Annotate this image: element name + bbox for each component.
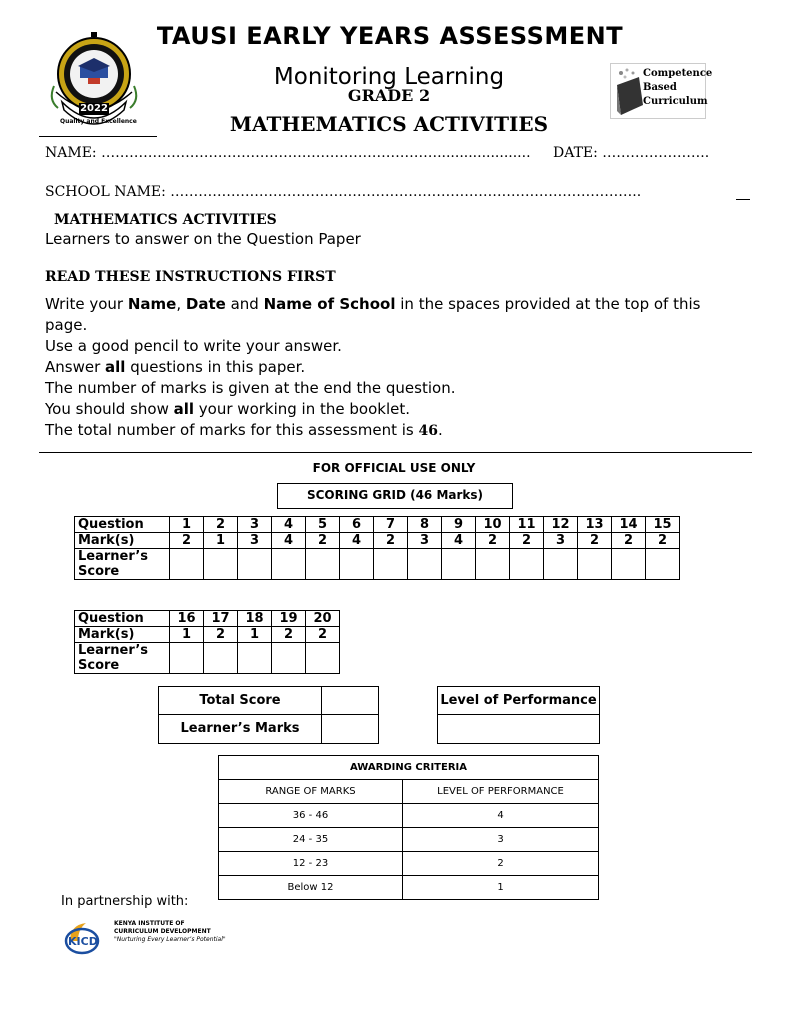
score-cell[interactable] bbox=[272, 549, 306, 580]
mark-value: 2 bbox=[170, 533, 204, 549]
instructions-heading: READ THESE INSTRUCTIONS FIRST bbox=[45, 269, 336, 285]
table-row bbox=[75, 643, 340, 674]
school-name-field[interactable]: SCHOOL NAME: ……………………………………………………………………………………….. bbox=[45, 184, 642, 200]
score-cell[interactable] bbox=[306, 643, 340, 674]
table-row bbox=[219, 756, 599, 780]
instruction-5: You should show all your working in the booklet. bbox=[45, 400, 410, 418]
assessment-title: TAUSI EARLY YEARS ASSESSMENT bbox=[156, 22, 624, 50]
mark-value: 4 bbox=[442, 533, 476, 549]
mark-value: 1 bbox=[238, 627, 272, 643]
instruction-4: The number of marks is given at the end the question. bbox=[45, 379, 456, 397]
subject-title: MATHEMATICS ACTIVITIES bbox=[229, 112, 549, 136]
mark-value: 3 bbox=[408, 533, 442, 549]
total-score-label: Total Score bbox=[159, 687, 322, 715]
mark-value: 2 bbox=[204, 627, 238, 643]
criteria-title: AWARDING CRITERIA bbox=[219, 756, 599, 780]
instruction-3: Answer all questions in this paper. bbox=[45, 358, 306, 376]
stray-dash bbox=[736, 199, 750, 200]
question-number: 5 bbox=[306, 517, 340, 533]
kicd-abbr: KICD bbox=[68, 935, 98, 948]
score-cell[interactable] bbox=[442, 549, 476, 580]
assessment-subtitle: Monitoring Learning bbox=[273, 64, 505, 90]
mark-value: 2 bbox=[374, 533, 408, 549]
crest-underline bbox=[39, 136, 157, 137]
awarding-criteria-table bbox=[218, 755, 599, 900]
question-number: 13 bbox=[578, 517, 612, 533]
score-cell[interactable] bbox=[272, 643, 306, 674]
question-number: 19 bbox=[272, 611, 306, 627]
score-cell[interactable] bbox=[306, 549, 340, 580]
level-cell: 3 bbox=[403, 828, 599, 852]
question-number: 8 bbox=[408, 517, 442, 533]
kicd-name-line1: KENYA INSTITUTE OF bbox=[114, 920, 185, 927]
instructions-list bbox=[45, 294, 725, 442]
mark-value: 2 bbox=[306, 627, 340, 643]
cbc-logo bbox=[610, 63, 713, 119]
range-cell: 12 - 23 bbox=[219, 852, 403, 876]
question-number: 6 bbox=[340, 517, 374, 533]
score-cell[interactable] bbox=[544, 549, 578, 580]
question-number: 16 bbox=[170, 611, 204, 627]
score-cell[interactable] bbox=[510, 549, 544, 580]
level-of-performance-cell[interactable] bbox=[438, 715, 599, 743]
mark-value: 4 bbox=[340, 533, 374, 549]
table-row bbox=[75, 627, 340, 643]
score-cell[interactable] bbox=[204, 549, 238, 580]
section-heading: MATHEMATICS ACTIVITIES bbox=[54, 212, 277, 228]
score-cell[interactable] bbox=[238, 549, 272, 580]
mark-value: 1 bbox=[170, 627, 204, 643]
mark-value: 2 bbox=[476, 533, 510, 549]
question-number: 17 bbox=[204, 611, 238, 627]
score-cell[interactable] bbox=[340, 549, 374, 580]
criteria-header: LEVEL OF PERFORMANCE bbox=[403, 780, 599, 804]
table-row bbox=[75, 533, 680, 549]
score-cell[interactable] bbox=[408, 549, 442, 580]
question-number: 18 bbox=[238, 611, 272, 627]
question-number: 7 bbox=[374, 517, 408, 533]
mark-value: 2 bbox=[612, 533, 646, 549]
row-label: Learner’s Score bbox=[75, 549, 170, 580]
score-cell[interactable] bbox=[612, 549, 646, 580]
official-use-heading: FOR OFFICIAL USE ONLY bbox=[312, 461, 476, 475]
section-divider bbox=[39, 452, 752, 453]
mark-value: 2 bbox=[306, 533, 340, 549]
range-cell: 24 - 35 bbox=[219, 828, 403, 852]
instruction-1: Write your Name, Date and Name of School in the spaces provided at the top of this page. bbox=[45, 295, 701, 334]
table-row bbox=[75, 517, 680, 533]
kicd-name-line2: CURRICULUM DEVELOPMENT bbox=[114, 928, 211, 935]
scoring-table-1 bbox=[74, 516, 680, 580]
row-label: Question bbox=[75, 611, 170, 627]
mark-value: 1 bbox=[204, 533, 238, 549]
question-number: 10 bbox=[476, 517, 510, 533]
kicd-logo bbox=[64, 919, 244, 959]
question-number: 1 bbox=[170, 517, 204, 533]
score-cell[interactable] bbox=[646, 549, 680, 580]
score-cell[interactable] bbox=[374, 549, 408, 580]
question-number: 15 bbox=[646, 517, 680, 533]
table-row bbox=[219, 804, 599, 828]
partnership-label: In partnership with: bbox=[61, 894, 189, 909]
mark-value: 2 bbox=[578, 533, 612, 549]
section-note: Learners to answer on the Question Paper bbox=[45, 230, 361, 248]
question-number: 3 bbox=[238, 517, 272, 533]
crest-motto: Quality and Excellence bbox=[60, 118, 137, 125]
grade-label: GRADE 2 bbox=[347, 86, 431, 105]
question-number: 2 bbox=[204, 517, 238, 533]
crest-year: 2022 bbox=[80, 103, 108, 114]
total-score-cell[interactable] bbox=[321, 687, 378, 715]
level-cell: 1 bbox=[403, 876, 599, 900]
question-number: 4 bbox=[272, 517, 306, 533]
instruction-6: The total number of marks for this assessment is 46. bbox=[45, 421, 443, 439]
score-cell[interactable] bbox=[170, 643, 204, 674]
cbc-logo-line2: Based bbox=[643, 82, 677, 93]
question-number: 20 bbox=[306, 611, 340, 627]
score-cell[interactable] bbox=[238, 643, 272, 674]
row-label: Learner’s Score bbox=[75, 643, 170, 674]
level-cell: 4 bbox=[403, 804, 599, 828]
question-number: 14 bbox=[612, 517, 646, 533]
table-row bbox=[75, 611, 340, 627]
scoring-grid-title: SCORING GRID (46 Marks) bbox=[277, 483, 513, 509]
question-number: 9 bbox=[442, 517, 476, 533]
mark-value: 2 bbox=[272, 627, 306, 643]
table-row bbox=[219, 780, 599, 804]
question-number: 11 bbox=[510, 517, 544, 533]
kicd-slogan: "Nurturing Every Learner’s Potential" bbox=[114, 936, 226, 943]
criteria-header: RANGE OF MARKS bbox=[219, 780, 403, 804]
mark-value: 3 bbox=[544, 533, 578, 549]
score-cell[interactable] bbox=[204, 643, 238, 674]
mark-value: 2 bbox=[510, 533, 544, 549]
total-score-box bbox=[158, 686, 379, 744]
scoring-table-2 bbox=[74, 610, 340, 674]
table-row bbox=[75, 549, 680, 580]
table-row bbox=[219, 876, 599, 900]
learners-marks-label: Learner’s Marks bbox=[159, 715, 322, 743]
question-number: 12 bbox=[544, 517, 578, 533]
instruction-2: Use a good pencil to write your answer. bbox=[45, 337, 342, 355]
mark-value: 3 bbox=[238, 533, 272, 549]
level-of-performance-label: Level of Performance bbox=[438, 687, 599, 715]
table-row bbox=[219, 852, 599, 876]
cbc-logo-line3: Curriculum bbox=[643, 96, 708, 107]
date-field[interactable]: DATE: ………………….. bbox=[553, 145, 710, 161]
table-row bbox=[219, 828, 599, 852]
level-of-performance-box bbox=[437, 686, 600, 744]
score-cell[interactable] bbox=[170, 549, 204, 580]
score-cell[interactable] bbox=[476, 549, 510, 580]
row-label: Question bbox=[75, 517, 170, 533]
name-field[interactable]: NAME: ………………………………………………………………..................... bbox=[45, 145, 531, 161]
range-cell: Below 12 bbox=[219, 876, 403, 900]
row-label: Mark(s) bbox=[75, 627, 170, 643]
mark-value: 4 bbox=[272, 533, 306, 549]
level-cell: 2 bbox=[403, 852, 599, 876]
learners-marks-cell[interactable] bbox=[321, 715, 378, 743]
range-cell: 36 - 46 bbox=[219, 804, 403, 828]
score-cell[interactable] bbox=[578, 549, 612, 580]
mark-value: 2 bbox=[646, 533, 680, 549]
cbc-logo-line1: Competence bbox=[643, 68, 713, 79]
row-label: Mark(s) bbox=[75, 533, 170, 549]
